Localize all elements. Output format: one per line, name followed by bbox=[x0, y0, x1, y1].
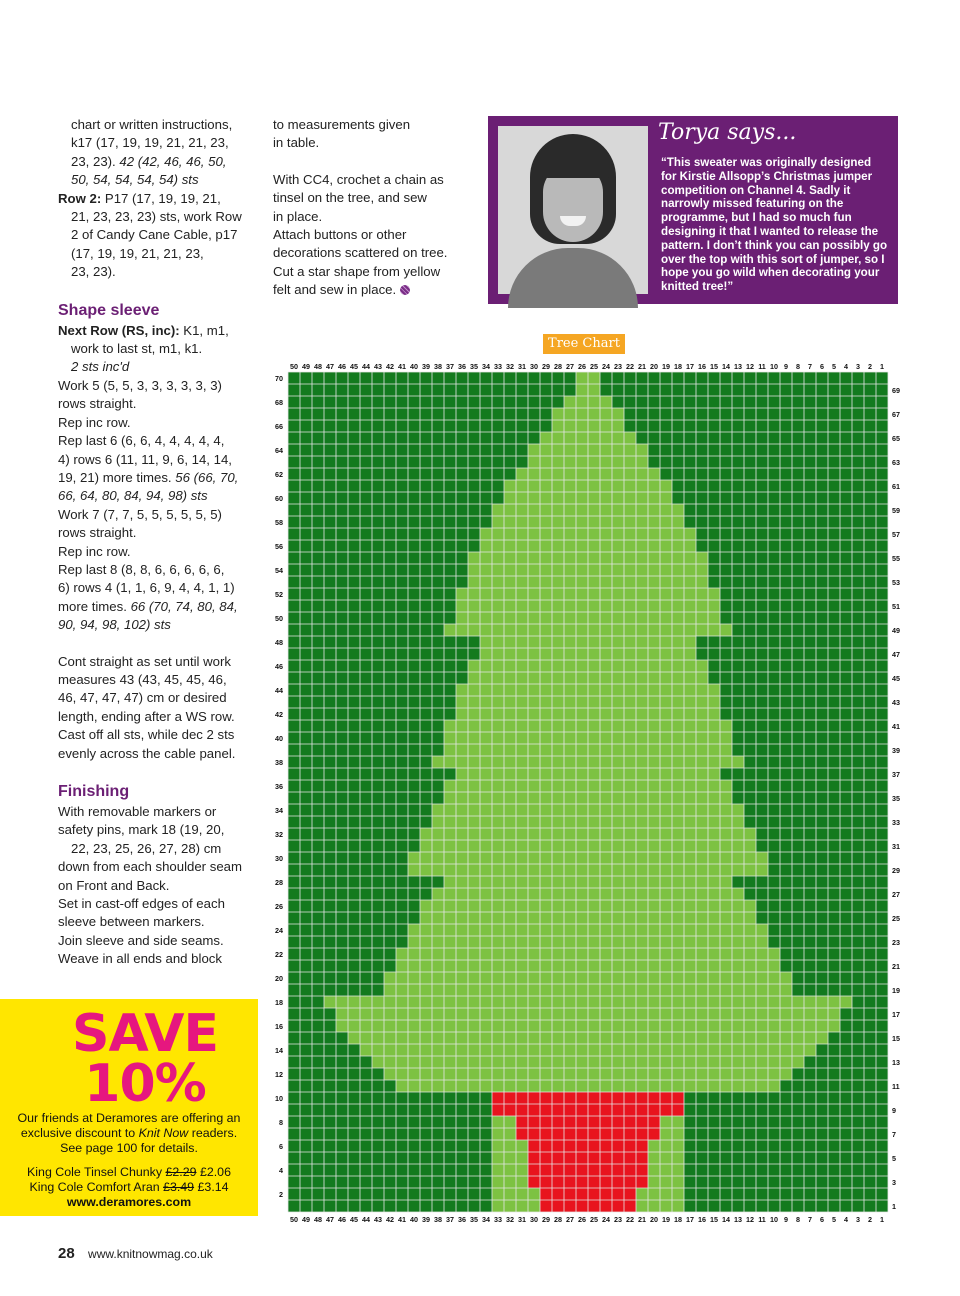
stitch-number: 47 bbox=[326, 362, 334, 371]
stitch-number: 32 bbox=[506, 362, 514, 371]
price-line-aran: King Cole Comfort Aran £3.49 £3.14 bbox=[29, 1179, 229, 1194]
row-number: 64 bbox=[275, 446, 283, 455]
row-number: 32 bbox=[275, 830, 283, 839]
stitch-number: 22 bbox=[626, 1215, 634, 1224]
row-number: 22 bbox=[275, 950, 283, 959]
row-number: 39 bbox=[892, 746, 900, 755]
stitch-number: 12 bbox=[746, 1215, 754, 1224]
row-number: 35 bbox=[892, 794, 900, 803]
row-number: 66 bbox=[275, 422, 283, 431]
text-line: decorations scattered on tree. bbox=[273, 245, 448, 261]
stitch-number: 9 bbox=[784, 362, 788, 371]
text-line: measures 43 (43, 45, 45, 46, bbox=[58, 671, 227, 687]
stitch-number: 7 bbox=[808, 1215, 812, 1224]
row-number: 61 bbox=[892, 482, 900, 491]
row-number: 31 bbox=[892, 842, 900, 851]
stitch-number: 6 bbox=[820, 1215, 824, 1224]
row-number: 10 bbox=[275, 1094, 283, 1103]
stitch-number: 25 bbox=[590, 362, 598, 371]
stitch-number: 1 bbox=[880, 362, 884, 371]
stitch-number: 13 bbox=[734, 1215, 742, 1224]
row-number: 27 bbox=[892, 890, 900, 899]
text-line: Cont straight as set until work bbox=[58, 653, 231, 669]
stitch-number: 21 bbox=[638, 362, 646, 371]
stitch-number: 42 bbox=[386, 1215, 394, 1224]
stitch-number: 37 bbox=[446, 362, 454, 371]
row-number: 47 bbox=[892, 650, 900, 659]
row-number: 1 bbox=[892, 1202, 896, 1211]
row-number: 49 bbox=[892, 626, 900, 635]
stitch-number: 6 bbox=[820, 362, 824, 371]
row-number: 60 bbox=[275, 494, 283, 503]
row-number: 43 bbox=[892, 698, 900, 707]
stitch-number: 26 bbox=[578, 1215, 586, 1224]
row-number: 36 bbox=[275, 782, 283, 791]
stitch-number: 38 bbox=[434, 362, 442, 371]
row-number: 58 bbox=[275, 518, 283, 527]
row-number: 19 bbox=[892, 986, 900, 995]
stitch-number: 26 bbox=[578, 362, 586, 371]
text-line: 22, 23, 25, 26, 27, 28) cm bbox=[71, 840, 222, 856]
text-line: Rep last 6 (6, 6, 4, 4, 4, 4, 4, bbox=[58, 433, 225, 449]
row-number: 30 bbox=[275, 854, 283, 863]
row-number: 54 bbox=[275, 566, 283, 575]
text-line: felt and sew in place. bbox=[273, 281, 478, 299]
text-line: With removable markers or bbox=[58, 804, 217, 819]
stitch-number: 23 bbox=[614, 362, 622, 371]
text-line: tinsel on the tree, and sew bbox=[273, 190, 427, 206]
text-line: Join sleeve and side seams. bbox=[58, 932, 224, 948]
row-number: 23 bbox=[892, 938, 900, 947]
stitch-number: 14 bbox=[722, 1215, 730, 1224]
page-number: 28 bbox=[58, 1245, 75, 1262]
row-number: 42 bbox=[275, 710, 283, 719]
stitch-number: 18 bbox=[674, 1215, 682, 1224]
promo-link[interactable]: www.deramores.com bbox=[66, 1195, 192, 1210]
stitch-number: 43 bbox=[374, 362, 382, 371]
stitch-number: 22 bbox=[626, 362, 634, 371]
stitch-number: 48 bbox=[314, 1215, 322, 1224]
stitch-number: 29 bbox=[542, 1215, 550, 1224]
stitch-number: 34 bbox=[482, 362, 490, 371]
stitch-number: 39 bbox=[422, 1215, 430, 1224]
row-number: 20 bbox=[275, 974, 283, 983]
stitch-number: 19 bbox=[662, 1215, 670, 1224]
text-line: 90, 94, 98, 102) sts bbox=[58, 617, 171, 633]
stitch-number: 11 bbox=[758, 362, 766, 371]
stitch-number: 27 bbox=[566, 1215, 574, 1224]
row-number: 25 bbox=[892, 914, 900, 923]
text-line: Weave in all ends and block bbox=[58, 951, 222, 967]
stitch-number: 39 bbox=[422, 362, 430, 371]
row-number: 67 bbox=[892, 410, 900, 419]
discount-headline bbox=[60, 1004, 230, 1114]
stitch-number: 40 bbox=[410, 1215, 418, 1224]
stitch-number: 36 bbox=[458, 1215, 466, 1224]
stitch-number: 50 bbox=[290, 1215, 298, 1224]
stitch-number: 16 bbox=[698, 1215, 706, 1224]
stitch-number: 31 bbox=[518, 1215, 526, 1224]
stitch-number: 43 bbox=[374, 1215, 382, 1224]
row-number: 48 bbox=[275, 638, 283, 647]
row-number: 57 bbox=[892, 530, 900, 539]
text-line: 21, 23, 23, 23) sts, work Row bbox=[71, 209, 242, 225]
row-number: 70 bbox=[275, 374, 283, 383]
text-line: rows straight. bbox=[58, 525, 137, 541]
stitch-number: 28 bbox=[554, 362, 562, 371]
text-line: 23, 23). bbox=[71, 264, 116, 280]
discount-promo-box bbox=[0, 999, 258, 1216]
stitch-number: 2 bbox=[868, 362, 872, 371]
stitch-number: 13 bbox=[734, 362, 742, 371]
page-footer bbox=[58, 1245, 213, 1262]
row-number: 63 bbox=[892, 458, 900, 467]
text-line: Work 7 (7, 7, 5, 5, 5, 5, 5, 5) bbox=[58, 506, 222, 522]
stitch-number: 23 bbox=[614, 1215, 622, 1224]
row-number: 55 bbox=[892, 554, 900, 563]
stitch-number: 40 bbox=[410, 362, 418, 371]
row-number: 68 bbox=[275, 398, 283, 407]
text-line: safety pins, mark 18 (19, 20, bbox=[58, 822, 225, 838]
row-number: 50 bbox=[275, 614, 283, 623]
row-number: 37 bbox=[892, 770, 900, 779]
row-number: 69 bbox=[892, 386, 900, 395]
stitch-number: 30 bbox=[530, 1215, 538, 1224]
row-number: 53 bbox=[892, 578, 900, 587]
text-line: rows straight. bbox=[58, 396, 137, 412]
promo-line: exclusive discount to Knit Now readers. bbox=[20, 1126, 238, 1141]
row-number: 52 bbox=[275, 590, 283, 599]
stitch-number: 10 bbox=[770, 1215, 778, 1224]
stitch-number: 46 bbox=[338, 362, 346, 371]
text-line: down from each shoulder seam bbox=[58, 859, 242, 875]
row-number: 11 bbox=[892, 1082, 900, 1091]
text-line: k17 (17, 19, 19, 21, 21, 23, bbox=[71, 135, 229, 151]
stitch-number: 49 bbox=[302, 1215, 310, 1224]
tree-chart bbox=[270, 360, 900, 1232]
designer-photo bbox=[498, 126, 648, 294]
quote-text: “This sweater was originally designed for Kirstie Allsopp’s Christmas jumper competition on Channel 4. Sadly it narrowly missed featuring on the programme, but I had so much fun designing it that I wanted to release the pattern. I don’t think you can possibly go over the top with this sort of jumper, so I hope you go wild when decorating your knitted tree!” bbox=[661, 156, 888, 294]
stitch-number: 2 bbox=[868, 1215, 872, 1224]
stitch-number: 28 bbox=[554, 1215, 562, 1224]
text-line: chart or written instructions, bbox=[71, 117, 233, 132]
stitch-number: 8 bbox=[796, 1215, 800, 1224]
row-number: 4 bbox=[279, 1166, 283, 1175]
promo-line: Our friends at Deramores are offering an bbox=[17, 1111, 241, 1125]
chart-title: Tree Chart bbox=[543, 334, 625, 354]
row-number: 3 bbox=[892, 1178, 896, 1187]
text-line: Set in cast-off edges of each bbox=[58, 896, 225, 912]
stitch-number: 32 bbox=[506, 1215, 514, 1224]
text-line: to measurements given bbox=[273, 117, 411, 132]
row-number: 33 bbox=[892, 818, 900, 827]
stitch-number: 45 bbox=[350, 362, 358, 371]
row-number: 51 bbox=[892, 602, 900, 611]
row-number: 26 bbox=[275, 902, 283, 911]
row-number: 18 bbox=[275, 998, 283, 1007]
stitch-number: 16 bbox=[698, 362, 706, 371]
stitch-number: 50 bbox=[290, 362, 298, 371]
pattern-column-1 bbox=[58, 116, 258, 969]
row-number: 13 bbox=[892, 1058, 900, 1067]
row-number: 65 bbox=[892, 434, 900, 443]
stitch-number: 41 bbox=[398, 1215, 406, 1224]
text-line: evenly across the cable panel. bbox=[58, 745, 236, 761]
stitch-number: 10 bbox=[770, 362, 778, 371]
text-line: Cut a star shape from yellow bbox=[273, 263, 441, 279]
section-heading-shape-sleeve: Shape sleeve bbox=[58, 301, 160, 319]
stitch-number: 38 bbox=[434, 1215, 442, 1224]
row-number: 16 bbox=[275, 1022, 283, 1031]
stitch-number: 35 bbox=[470, 1215, 478, 1224]
text-line: 23, 23). 42 (42, 46, 46, 50, bbox=[71, 153, 227, 169]
stitch-number: 24 bbox=[602, 362, 610, 371]
quote-title: Torya says... bbox=[658, 120, 797, 145]
stitch-number: 41 bbox=[398, 362, 406, 371]
row-number: 45 bbox=[892, 674, 900, 683]
stitch-number: 5 bbox=[832, 1215, 836, 1224]
row-number: 12 bbox=[275, 1070, 283, 1079]
text-line: on Front and Back. bbox=[58, 877, 170, 893]
stitch-number: 44 bbox=[362, 362, 370, 371]
row-number: 40 bbox=[275, 734, 283, 743]
stitch-number: 24 bbox=[602, 1215, 610, 1224]
stitch-number: 19 bbox=[662, 362, 670, 371]
text-line: With CC4, crochet a chain as bbox=[273, 171, 444, 187]
stitch-number: 37 bbox=[446, 1215, 454, 1224]
text-line: 50, 54, 54, 54, 54) sts bbox=[71, 172, 199, 188]
text-line: 46, 47, 47, 47) cm or desired bbox=[58, 690, 227, 706]
stitch-number: 17 bbox=[686, 362, 694, 371]
stitch-number: 44 bbox=[362, 1215, 370, 1224]
yarn-ball-icon bbox=[400, 285, 410, 295]
text-line: Rep inc row. bbox=[58, 543, 131, 559]
stitch-number: 3 bbox=[856, 362, 860, 371]
stitch-number: 49 bbox=[302, 362, 310, 371]
text-line: sleeve between markers. bbox=[58, 914, 205, 930]
stitch-number: 27 bbox=[566, 362, 574, 371]
row-number: 8 bbox=[279, 1118, 283, 1127]
row-number: 28 bbox=[275, 878, 283, 887]
stitch-number: 48 bbox=[314, 362, 322, 371]
row-number: 44 bbox=[275, 686, 283, 695]
footer-url[interactable]: www.knitnowmag.co.uk bbox=[88, 1247, 213, 1261]
stitch-number: 31 bbox=[518, 362, 526, 371]
stitch-number: 17 bbox=[686, 1215, 694, 1224]
stitch-number: 5 bbox=[832, 362, 836, 371]
text-line: length, ending after a WS row. bbox=[58, 708, 235, 724]
text-line: Rep inc row. bbox=[58, 414, 131, 430]
price-line-tinsel: King Cole Tinsel Chunky £2.29 £2.06 bbox=[27, 1164, 231, 1179]
stitch-number: 3 bbox=[856, 1215, 860, 1224]
text-line: Work 5 (5, 5, 3, 3, 3, 3, 3, 3) bbox=[58, 377, 222, 393]
row-number: 56 bbox=[275, 542, 283, 551]
stitch-number: 45 bbox=[350, 1215, 358, 1224]
stitch-number: 34 bbox=[482, 1215, 490, 1224]
promo-text bbox=[0, 1111, 258, 1210]
stitch-number: 25 bbox=[590, 1215, 598, 1224]
row-number: 38 bbox=[275, 758, 283, 767]
pattern-column-2 bbox=[273, 116, 478, 300]
stitch-number: 8 bbox=[796, 362, 800, 371]
stitch-number: 4 bbox=[844, 362, 848, 371]
text-line: Rep last 8 (8, 8, 6, 6, 6, 6, 6, bbox=[58, 561, 225, 577]
save-word: SAVE bbox=[72, 1004, 218, 1064]
row-number: 46 bbox=[275, 662, 283, 671]
row-number: 21 bbox=[892, 962, 900, 971]
text-line: in place. bbox=[273, 208, 323, 224]
stitch-number: 9 bbox=[784, 1215, 788, 1224]
text-line: 2 of Candy Cane Cable, p17 bbox=[71, 227, 238, 243]
stitch-number: 46 bbox=[338, 1215, 346, 1224]
text-line: (17, 19, 19, 21, 21, 23, bbox=[71, 245, 204, 261]
row-number: 62 bbox=[275, 470, 283, 479]
text-line: Cast off all sts, while dec 2 sts bbox=[58, 727, 235, 743]
text-line: 4) rows 6 (11, 11, 9, 6, 14, 14, bbox=[58, 451, 232, 467]
stitch-number: 30 bbox=[530, 362, 538, 371]
stitch-number: 11 bbox=[758, 1215, 766, 1224]
row-number: 59 bbox=[892, 506, 900, 515]
text-line: 2 sts inc'd bbox=[71, 359, 130, 375]
stitch-number: 21 bbox=[638, 1215, 646, 1224]
stitch-number: 20 bbox=[650, 362, 658, 371]
section-heading-finishing: Finishing bbox=[58, 783, 130, 800]
next-row-line: Next Row (RS, inc): K1, m1, bbox=[58, 322, 229, 338]
stitch-number: 33 bbox=[494, 1215, 502, 1224]
row-number: 15 bbox=[892, 1034, 900, 1043]
stitch-number: 4 bbox=[844, 1215, 848, 1224]
row-number: 6 bbox=[279, 1142, 283, 1151]
row-number: 14 bbox=[275, 1046, 283, 1055]
stitch-number: 12 bbox=[746, 362, 754, 371]
stitch-number: 36 bbox=[458, 362, 466, 371]
row2-line: Row 2: P17 (17, 19, 19, 21, bbox=[58, 190, 221, 206]
row-number: 9 bbox=[892, 1106, 896, 1115]
stitch-number: 15 bbox=[710, 362, 718, 371]
stitch-number: 20 bbox=[650, 1215, 658, 1224]
text-line: 6) rows 4 (1, 1, 6, 9, 4, 4, 1, 1) bbox=[58, 580, 235, 596]
row-number: 17 bbox=[892, 1010, 900, 1019]
stitch-number: 14 bbox=[722, 362, 730, 371]
stitch-number: 29 bbox=[542, 362, 550, 371]
row-number: 41 bbox=[892, 722, 900, 731]
stitch-number: 33 bbox=[494, 362, 502, 371]
row-number: 2 bbox=[279, 1190, 283, 1199]
stitch-number: 47 bbox=[326, 1215, 334, 1224]
stitch-number: 15 bbox=[710, 1215, 718, 1224]
promo-line: See page 100 for details. bbox=[60, 1141, 198, 1156]
text-line: Attach buttons or other bbox=[273, 227, 407, 243]
row-number: 5 bbox=[892, 1154, 896, 1163]
designer-quote-box bbox=[488, 116, 898, 304]
text-line: more times. 66 (70, 74, 80, 84, bbox=[58, 598, 238, 614]
stitch-number: 18 bbox=[674, 362, 682, 371]
text-line: work to last st, m1, k1. bbox=[71, 341, 203, 357]
row-number: 29 bbox=[892, 866, 900, 875]
stitch-number: 1 bbox=[880, 1215, 884, 1224]
save-percent: 10% bbox=[84, 1054, 206, 1114]
row-number: 24 bbox=[275, 926, 283, 935]
stitch-number: 35 bbox=[470, 362, 478, 371]
stitch-number: 42 bbox=[386, 362, 394, 371]
row-number: 34 bbox=[275, 806, 283, 815]
text-line: 19, 21) more times. 56 (66, 70, bbox=[58, 469, 239, 485]
row-number: 7 bbox=[892, 1130, 896, 1139]
stitch-number: 7 bbox=[808, 362, 812, 371]
text-line: 66, 64, 80, 84, 94, 98) sts bbox=[58, 488, 208, 504]
text-line: in table. bbox=[273, 135, 320, 151]
